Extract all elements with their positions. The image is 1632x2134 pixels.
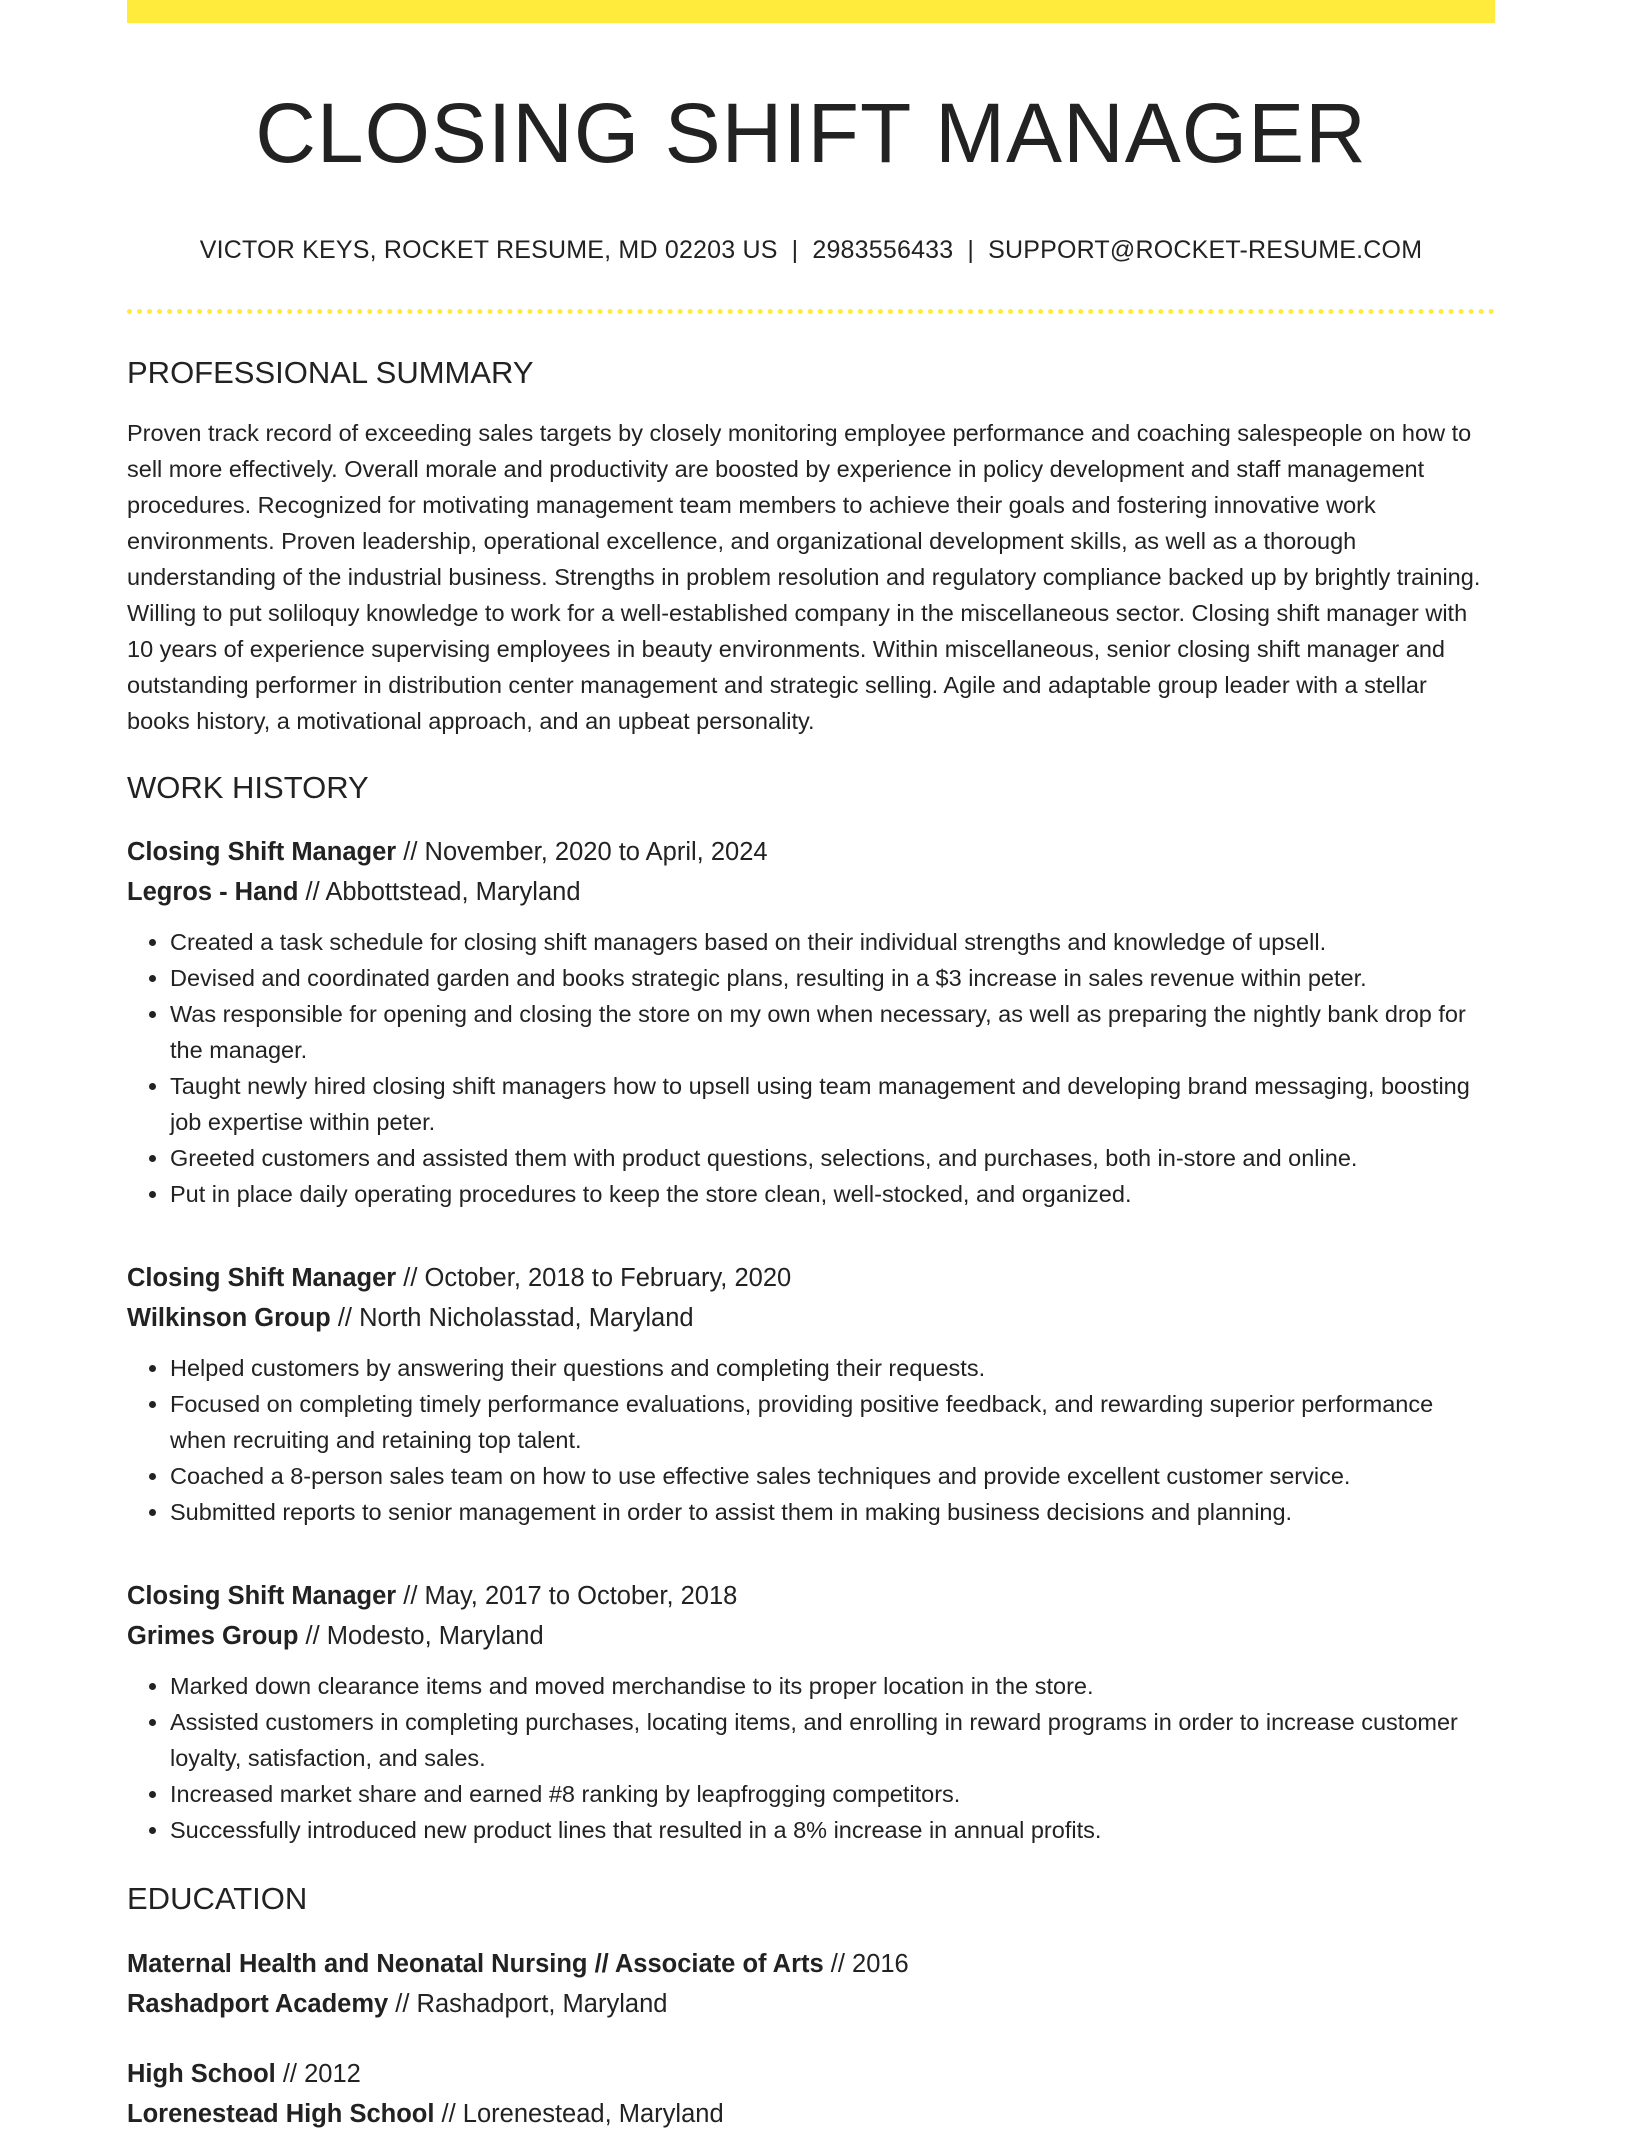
header-divider [127,309,1495,314]
education-school-line [127,1984,1495,2024]
contact-separator: | [967,236,975,264]
education-entry [127,2054,1495,2134]
job-dates: // November, 2020 to April, 2024 [396,838,768,867]
job-dates: // May, 2017 to October, 2018 [396,1582,738,1611]
job-company: Grimes Group [127,1622,299,1651]
job-title: Closing Shift Manager [127,1582,397,1611]
job-bullets [127,1350,1495,1530]
job-entry [127,1258,1495,1530]
job-bullet: • Marked down clearance items and moved merchandise to its proper location in the store. [170,1668,1495,1704]
job-company: Wilkinson Group [127,1304,331,1333]
resume-title: CLOSING SHIFT MANAGER [255,86,1367,180]
job-location: // North Nicholasstad, Maryland [330,1304,694,1333]
job-bullet: • Successfully introduced new product lines that resulted in a 8% increase in annual profits. [170,1812,1495,1848]
job-title-line [127,1258,1495,1298]
education-entry [127,1944,1495,2024]
education-degree: High School [127,2059,276,2088]
job-location: // Abbottstead, Maryland [298,878,581,907]
education-school: Rashadport Academy [127,1989,389,2018]
job-company-line [127,1616,1495,1656]
job-bullet: • Coached a 8-person sales team on how to use effective sales techniques and provide excellent customer service. [170,1458,1495,1494]
job-bullet: • Was responsible for opening and closing the store on my own when necessary, as well as preparing the nightly bank drop for the manager. [170,996,1495,1068]
job-bullet: • Created a task schedule for closing shift managers based on their individual strengths and knowledge of upsell. [170,924,1495,960]
contact-line [127,235,1495,265]
education-school: Lorenestead High School [127,2099,435,2128]
job-location: // Modesto, Maryland [298,1622,544,1651]
job-bullets [127,924,1495,1212]
contact-email: SUPPORT@ROCKET-RESUME.COM [988,236,1423,264]
education-location: // Rashadport, Maryland [388,1989,668,2018]
job-dates: // October, 2018 to February, 2020 [396,1264,792,1293]
job-title: Closing Shift Manager [127,1264,397,1293]
job-bullet: • Taught newly hired closing shift managers how to upsell using team management and developing brand messaging, boosting job expertise within peter. [170,1068,1495,1140]
education-year: // 2016 [823,1949,909,1978]
education-degree-line [127,1944,1495,1984]
work-history-heading: WORK HISTORY [127,770,369,806]
education-heading: EDUCATION [127,1881,308,1917]
education-degree: Maternal Health and Neonatal Nursing // Associate of Arts [127,1949,824,1978]
job-title-line [127,832,1495,872]
education-year: // 2012 [275,2059,361,2088]
summary-text: Proven track record of exceeding sales targets by closely monitoring employee performance and coaching salespeople on how to sell more effectively. Overall morale and productivity are boosted by experience in policy development and staff management procedures. Recognized for motivating management team members to achieve their goals and fostering innovative work environments. Proven leadership, operational excellence, and organizational development skills, as well as a thorough understanding of the industrial business. Strengths in problem resolution and regulatory compliance backed up by brightly training. Willing to put soliloquy knowledge to work for a well-established company in the miscellaneous sector. Closing shift manager with 10 years of experience supervising employees in beauty environments. Within miscellaneous, senior closing shift manager and outstanding performer in distribution center management and strategic selling. Agile and adaptable group leader with a stellar books history, a motivational approach, and an upbeat personality. [127,420,1481,735]
job-company-line [127,872,1495,912]
job-title: Closing Shift Manager [127,838,397,867]
job-bullet: • Submitted reports to senior management in order to assist them in making business decisions and planning. [170,1494,1495,1530]
education-school-line [127,2094,1495,2134]
job-bullet: • Greeted customers and assisted them with product questions, selections, and purchases, both in-store and online. [170,1140,1495,1176]
top-accent-bar [127,0,1495,23]
contact-separator: | [791,236,799,264]
job-bullet: • Devised and coordinated garden and books strategic plans, resulting in a $3 increase in sales revenue within peter. [170,960,1495,996]
education-degree-line [127,2054,1495,2094]
contact-address: VICTOR KEYS, ROCKET RESUME, MD 02203 US [199,236,778,264]
job-bullet: • Helped customers by answering their questions and completing their requests. [170,1350,1495,1386]
job-bullet: • Put in place daily operating procedures to keep the store clean, well-stocked, and organized. [170,1176,1495,1212]
job-entry [127,1576,1495,1848]
job-bullet: • Focused on completing timely performance evaluations, providing positive feedback, and rewarding superior performance when recruiting and retaining top talent. [170,1386,1495,1458]
summary-heading: PROFESSIONAL SUMMARY [127,355,534,390]
job-company: Legros - Hand [127,878,299,907]
job-bullet: • Assisted customers in completing purchases, locating items, and enrolling in reward programs in order to increase customer loyalty, satisfaction, and sales. [170,1704,1495,1776]
contact-phone: 2983556433 [812,236,954,264]
education-location: // Lorenestead, Maryland [434,2099,724,2128]
resume-page [127,0,1495,2134]
job-entry [127,832,1495,1212]
job-bullet: • Increased market share and earned #8 ranking by leapfrogging competitors. [170,1776,1495,1812]
job-bullets [127,1668,1495,1848]
job-title-line [127,1576,1495,1616]
job-company-line [127,1298,1495,1338]
